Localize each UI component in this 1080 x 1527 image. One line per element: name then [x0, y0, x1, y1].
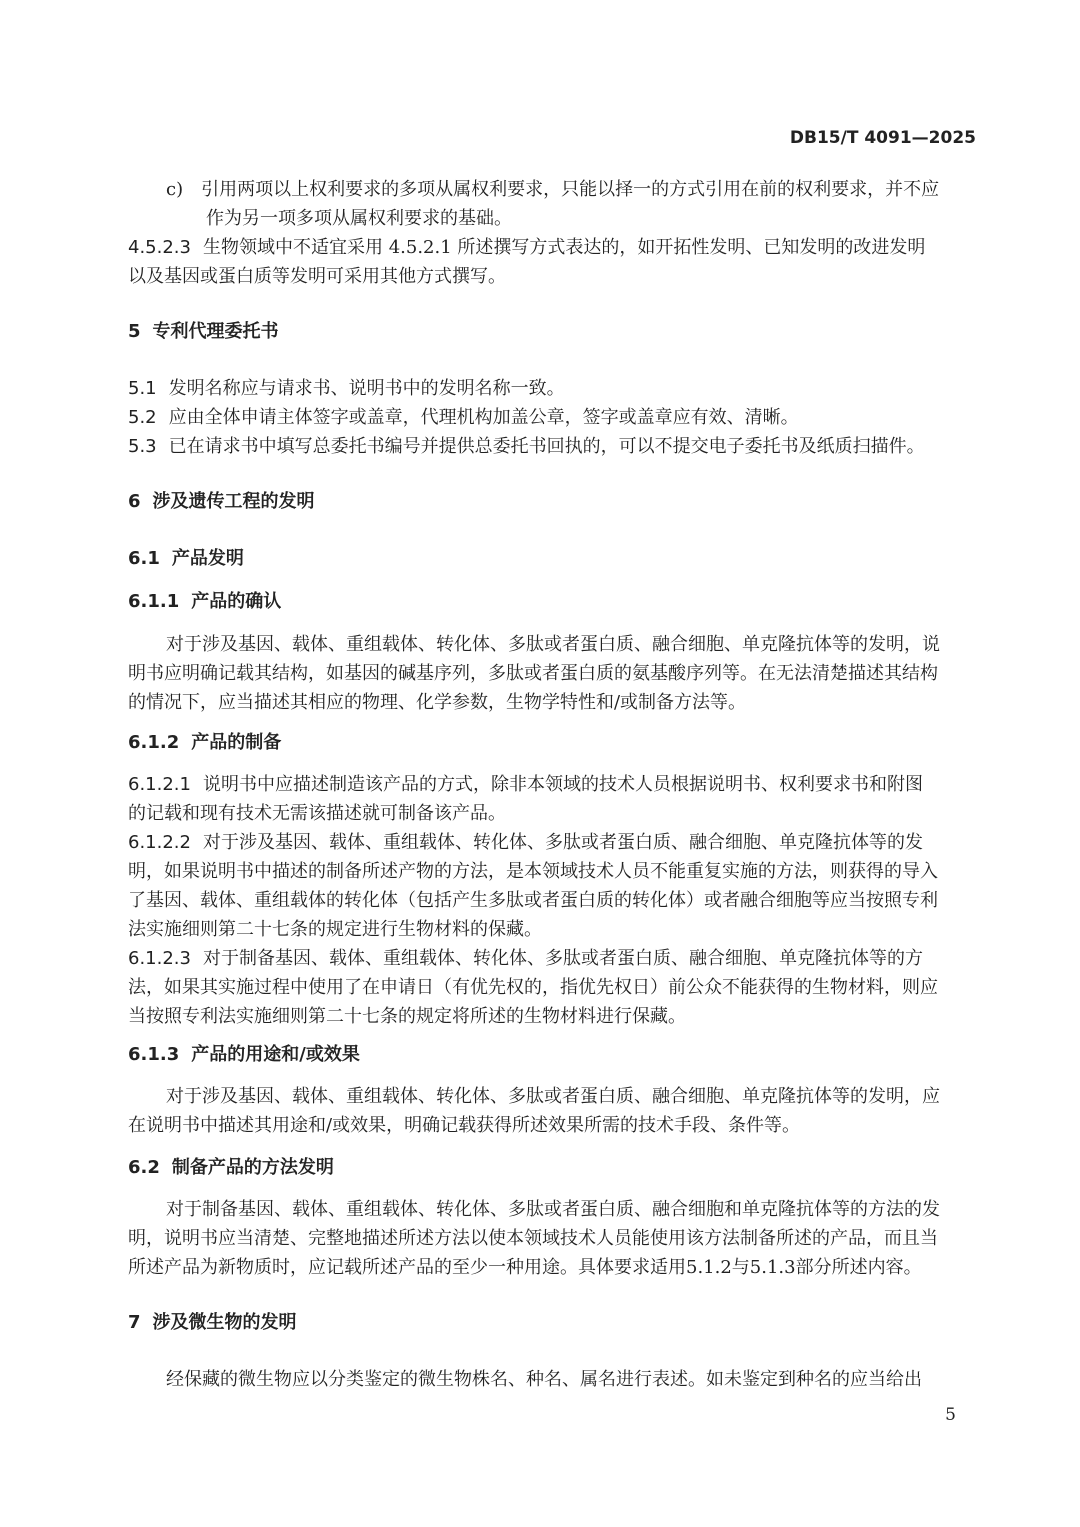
clause-number: 4.5.2.3: [128, 237, 191, 258]
clause-6122: 6.1.2.2 对于涉及基因、载体、重组载体、转化体、多肽或者蛋白质、融合细胞、单克隆抗体等的发: [128, 832, 923, 853]
section-heading-612: 6.1.2 产品的制备: [128, 732, 282, 753]
section-heading-62: 6.2 制备产品的方法发明: [128, 1157, 334, 1178]
paragraph-62-line2: 明，说明书应当清楚、完整地描述所述方法以使本领域技术人员能使用该方法制备所述的产品，而且当: [128, 1228, 938, 1249]
section-heading-613: 6.1.3 产品的用途和/或效果: [128, 1044, 360, 1065]
list-item-c-cont: 作为另一项多项从属权利要求的基础。: [206, 208, 512, 229]
paragraph-613-line1: 对于涉及基因、载体、重组载体、转化体、多肽或者蛋白质、融合细胞、单克隆抗体等的发明，应: [166, 1086, 940, 1107]
clause-51: 5.1 发明名称应与请求书、说明书中的发明名称一致。: [128, 378, 565, 399]
clause-6122-line2: 明，如果说明书中描述的制备所述产物的方法，是本领域技术人员不能重复实施的方法，则获得的导入: [128, 861, 938, 882]
paragraph-613-line2: 在说明书中描述其用途和/或效果，明确记载获得所述效果所需的技术手段、条件等。: [128, 1115, 801, 1136]
clause-6121-cont: 的记载和现有技术无需该描述就可制备该产品。: [128, 803, 506, 824]
clause-text: 生物领域中不适宜采用 4.5.2.1 所述撰写方式表达的，如开拓性发明、已知发明的改进发明: [202, 237, 926, 258]
document-code: DB15/T 4091—2025: [789, 128, 976, 148]
section-heading-611: 6.1.1 产品的确认: [128, 591, 282, 612]
list-text: 引用两项以上权利要求的多项从属权利要求，只能以择一的方式引用在前的权利要求，并不应: [201, 179, 940, 200]
paragraph-62-line3: 所述产品为新物质时，应记载所述产品的至少一种用途。具体要求适用5.1.2与5.1.3部分所述内容。: [128, 1257, 922, 1278]
clause-6123: 6.1.2.3 对于制备基因、载体、重组载体、转化体、多肽或者蛋白质、融合细胞、单克隆抗体等的方: [128, 948, 923, 969]
clause-52: 5.2 应由全体申请主体签字或盖章，代理机构加盖公章，签字或盖章应有效、清晰。: [128, 407, 799, 428]
paragraph-7-line1: 经保藏的微生物应以分类鉴定的微生物株名、种名、属名进行表述。如未鉴定到种名的应当给出: [166, 1369, 922, 1390]
clause-53: 5.3 已在请求书中填写总委托书编号并提供总委托书回执的，可以不提交电子委托书及纸质扫描件。: [128, 436, 925, 457]
section-heading-61: 6.1 产品发明: [128, 548, 244, 569]
clause-4523-cont: 以及基因或蛋白质等发明可采用其他方式撰写。: [128, 266, 506, 287]
section-heading-7: 7 涉及微生物的发明: [128, 1312, 297, 1333]
clause-6123-line3: 当按照专利法实施细则第二十七条的规定将所述的生物材料进行保藏。: [128, 1006, 686, 1027]
clause-6122-line4: 法实施细则第二十七条的规定进行生物材料的保藏。: [128, 919, 542, 940]
paragraph-611-line1: 对于涉及基因、载体、重组载体、转化体、多肽或者蛋白质、融合细胞、单克隆抗体等的发明，说: [166, 634, 940, 655]
clause-6121: 6.1.2.1 说明书中应描述制造该产品的方式，除非本领域的技术人员根据说明书、权利要求书和附图: [128, 774, 923, 795]
page-number: 5: [945, 1405, 956, 1425]
paragraph-611-line3: 的情况下，应当描述其相应的物理、化学参数，生物学特性和/或制备方法等。: [128, 692, 747, 713]
clause-6122-line3: 了基因、载体、重组载体的转化体（包括产生多肽或者蛋白质的转化体）或者融合细胞等应当按照专利: [128, 890, 938, 911]
paragraph-611-line2: 明书应明确记载其结构，如基因的碱基序列，多肽或者蛋白质的氨基酸序列等。在无法清楚描述其结构: [128, 663, 938, 684]
clause-4523: [128, 233, 978, 262]
section-heading-6: 6 涉及遗传工程的发明: [128, 491, 315, 512]
paragraph-62-line1: 对于制备基因、载体、重组载体、转化体、多肽或者蛋白质、融合细胞和单克隆抗体等的方法的发: [166, 1199, 940, 1220]
section-heading-5: 5 专利代理委托书: [128, 321, 279, 342]
list-item-c: [166, 175, 1016, 204]
list-label: c): [166, 179, 184, 200]
clause-6123-line2: 法，如果其实施过程中使用了在申请日（有优先权的，指优先权日）前公众不能获得的生物材料，则应: [128, 977, 938, 998]
